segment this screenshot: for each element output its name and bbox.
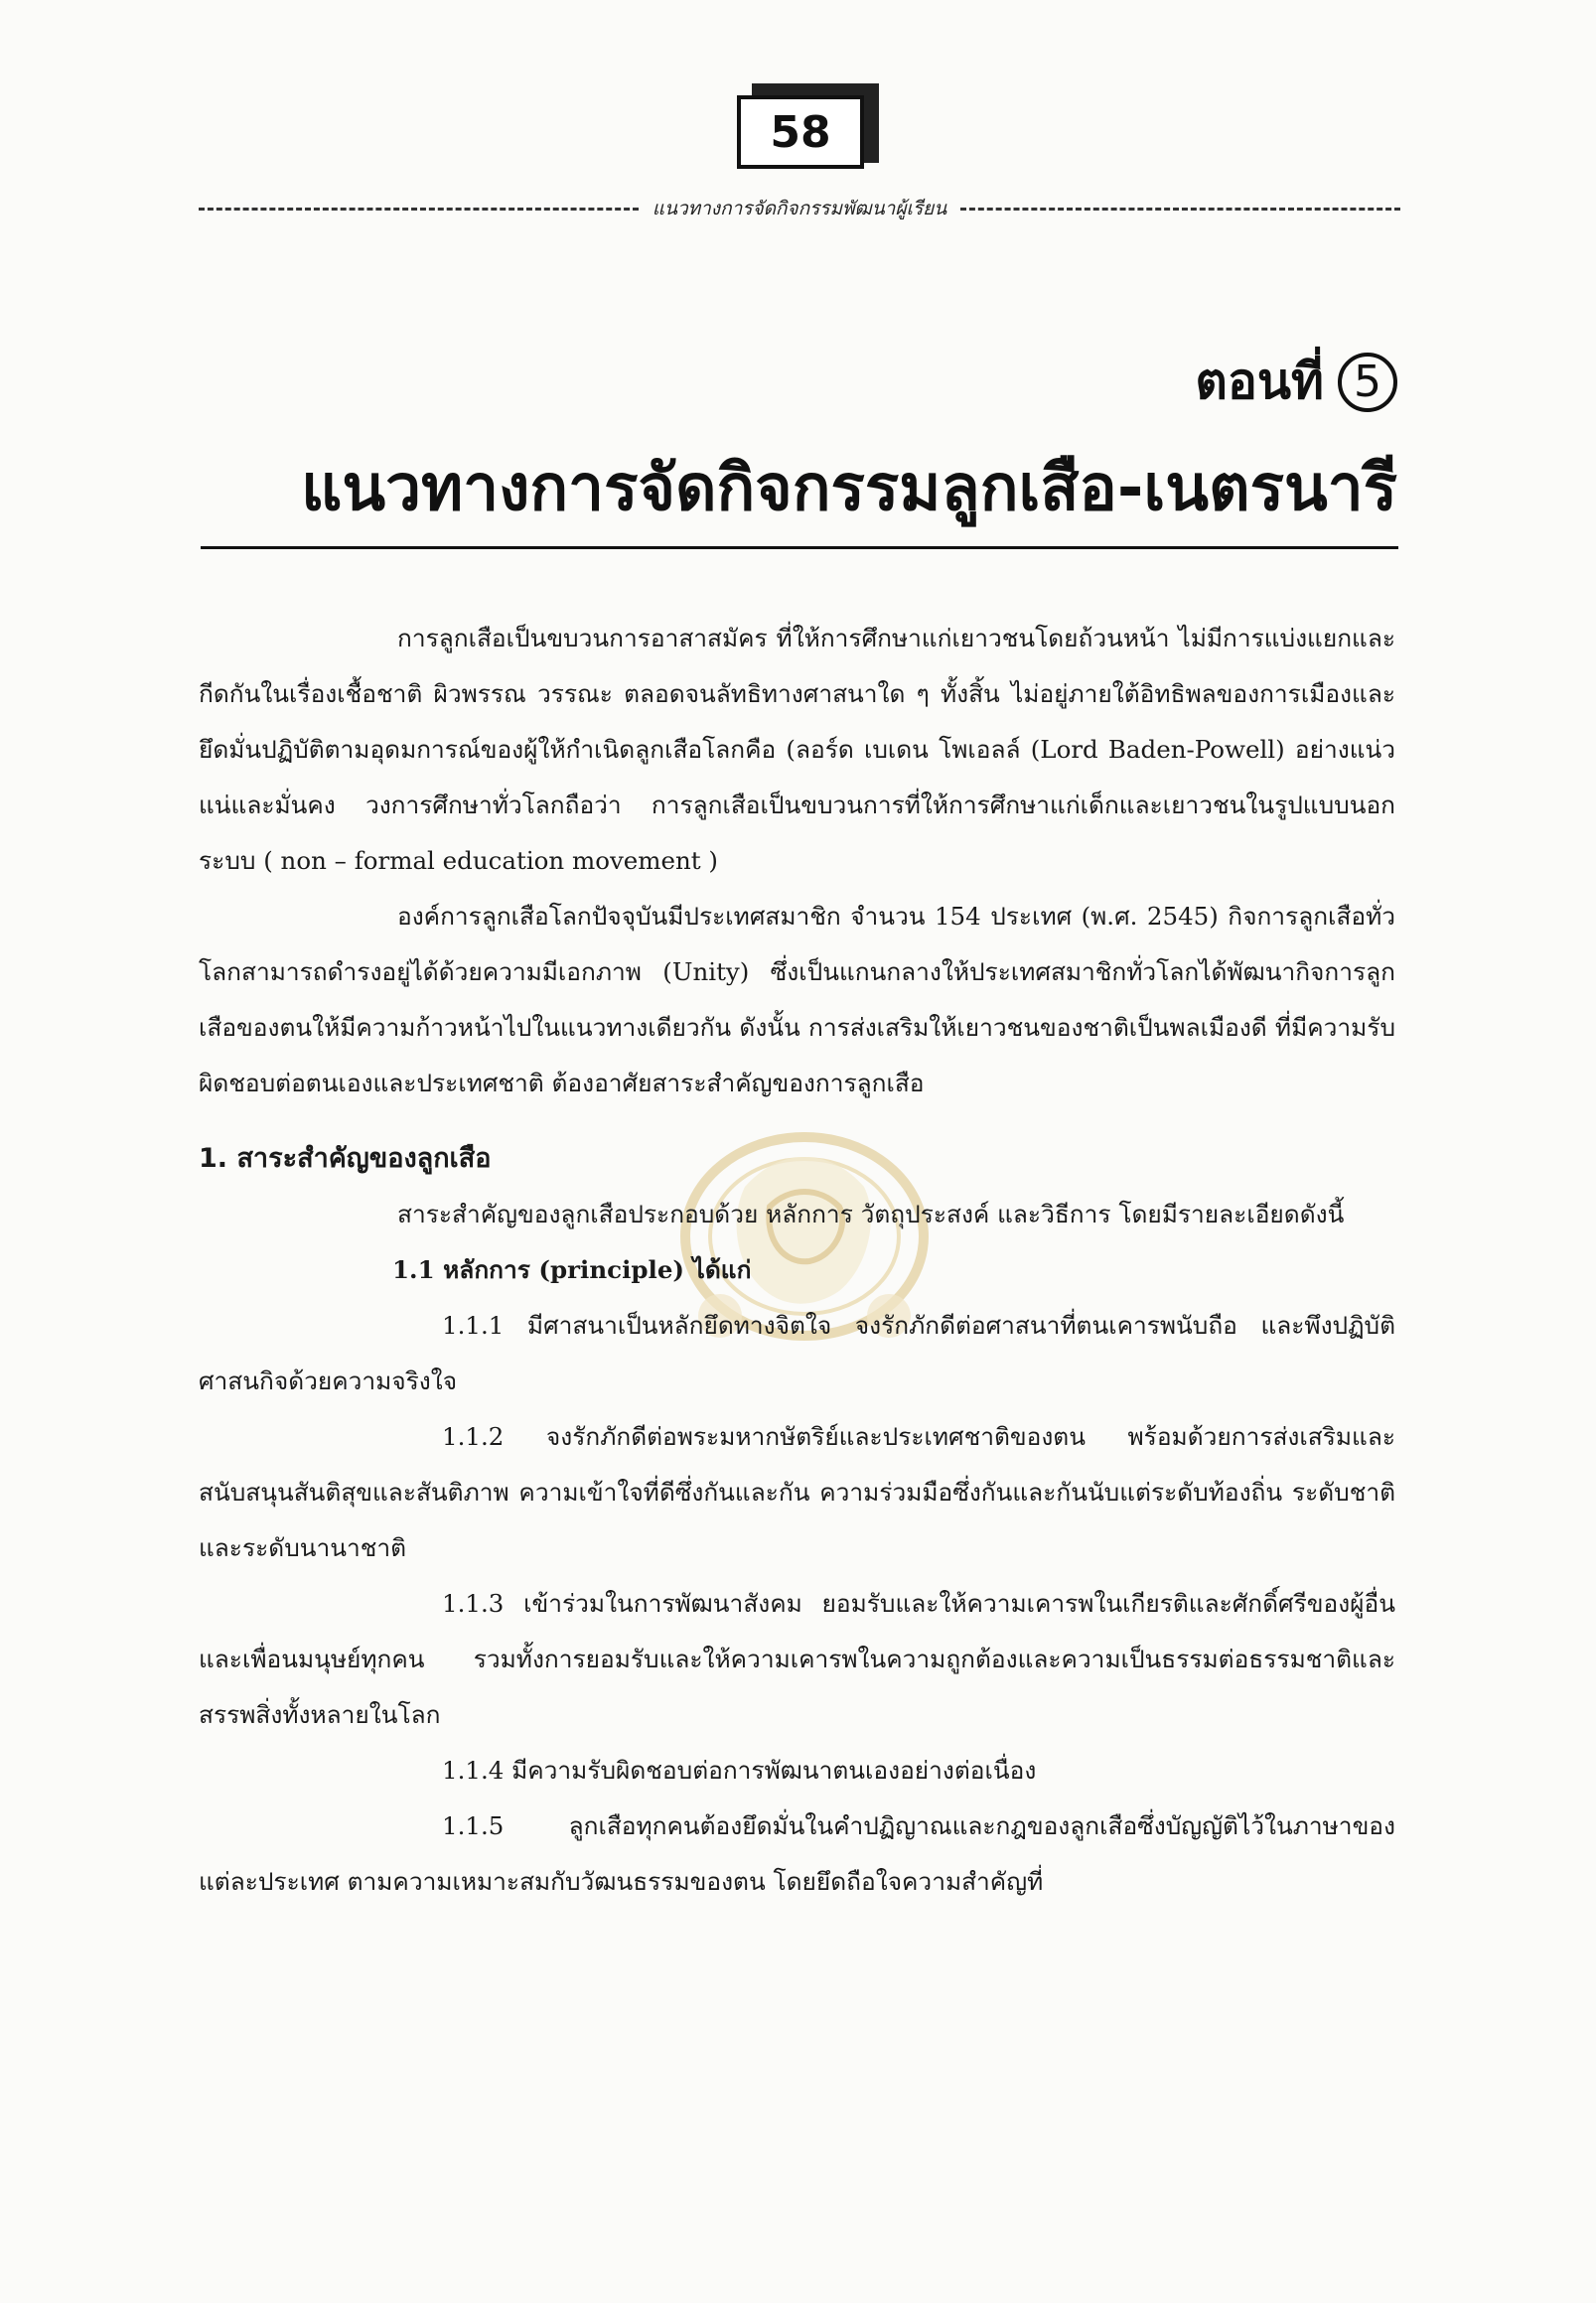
sub-heading-1-1: 1.1 หลักการ (principle) ได้แก่ (392, 1255, 752, 1284)
item-1-1-4: 1.1.4 มีความรับผิดชอบต่อการพัฒนาตนเองอย่างต่อเนื่อง (442, 1756, 1037, 1785)
chapter-label-text: ตอนที่ (1195, 353, 1324, 410)
chapter-label (1195, 343, 1397, 421)
running-header (199, 194, 1400, 223)
section-1-intro: สาระสำคัญของลูกเสือประกอบด้วย หลักการ วัตถุประสงค์ และวิธีการ โดยมีรายละเอียดดังนี้ (397, 1200, 1345, 1228)
item-1-1-3: 1.1.3 เข้าร่วมในการพัฒนาสังคม ยอมรับและให้ความเคารพในเกียรติและศักดิ์ศรีของผู้อื่นและเพื่อนมนุษย์ทุกคน รวมทั้งการยอมรับและให้ความเคารพในความถูกต้องและความเป็นธรรมต่อธรรมชาติและสรรพสิ่งทั้งหลายในโลก (199, 1589, 1395, 1729)
item-1-1-1: 1.1.1 มีศาสนาเป็นหลักยึดทางจิตใจ จงรักภักดีต่อศาสนาที่ตนเคารพนับถือ และพึงปฏิบัติศาสนกิจด้วยความจริงใจ (199, 1311, 1395, 1395)
header-dash-right (960, 208, 1400, 211)
chapter-title: แนวทางการจัดกิจกรรมลูกเสือ-เนตรนารี (301, 452, 1397, 525)
section-1-heading: 1. สาระสำคัญของลูกเสือ (199, 1143, 492, 1174)
item-1-1-5: 1.1.5 ลูกเสือทุกคนต้องยึดมั่นในคำปฏิญาณและกฎของลูกเสือซึ่งบัญญัติไว้ในภาษาของแต่ละประเทศ ตามความเหมาะสมกับวัฒนธรรมของตน โดยยึดถือใจความสำคัญที่ (199, 1811, 1395, 1896)
body-text (199, 611, 1395, 1910)
title-rule (201, 546, 1398, 549)
paragraph-1: การลูกเสือเป็นขบวนการอาสาสมัคร ที่ให้การศึกษาแก่เยาวชนโดยถ้วนหน้า ไม่มีการแบ่งแยกและกีดกันในเรื่องเชื้อชาติ ผิวพรรณ วรรณะ ตลอดจนลัทธิทางศาสนาใด ๆ ทั้งสิ้น ไม่อยู่ภายใต้อิทธิพลของการเมืองและยึดมั่นปฏิบัติตามอุดมการณ์ของผู้ให้กำเนิดลูกเสือโลกคือ (ลอร์ด เบเดน โพเอลล์ (Lord Baden-Powell) อย่างแน่วแน่และมั่นคง วงการศึกษาทั่วโลกถือว่า การลูกเสือเป็นขบวนการที่ให้การศึกษาแก่เด็กและเยาวชนในรูปแบบนอกระบบ ( non – formal education movement ) (199, 624, 1395, 875)
chapter-number: 5 (1338, 353, 1397, 412)
header-dash-left (199, 208, 639, 211)
running-header-text: แนวทางการจัดกิจกรรมพัฒนาผู้เรียน (652, 198, 947, 219)
paragraph-2: องค์การลูกเสือโลกปัจจุบันมีประเทศสมาชิก จำนวน 154 ประเทศ (พ.ศ. 2545) กิจการลูกเสือทั่วโลกสามารถดำรงอยู่ได้ด้วยความมีเอกภาพ (Unity) ซึ่งเป็นแกนกลางให้ประเทศสมาชิกทั่วโลกได้พัฒนากิจการลูกเสือของตนให้มีความก้าวหน้าไปในแนวทางเดียวกัน ดังนั้น การส่งเสริมให้เยาวชนของชาติเป็นพลเมืองดี ที่มีความรับผิดชอบต่อตนเองและประเทศชาติ ต้องอาศัยสาระสำคัญของการลูกเสือ (199, 902, 1395, 1097)
item-1-1-2: 1.1.2 จงรักภักดีต่อพระมหากษัตริย์และประเทศชาติของตน พร้อมด้วยการส่งเสริมและสนับสนุนสันติสุขและสันติภาพ ความเข้าใจที่ดีซึ่งกันและกัน ความร่วมมือซึ่งกันและกันนับแต่ระดับท้องถิ่น ระดับชาติ และระดับนานาชาติ (199, 1422, 1395, 1562)
page-number: 58 (737, 95, 864, 169)
